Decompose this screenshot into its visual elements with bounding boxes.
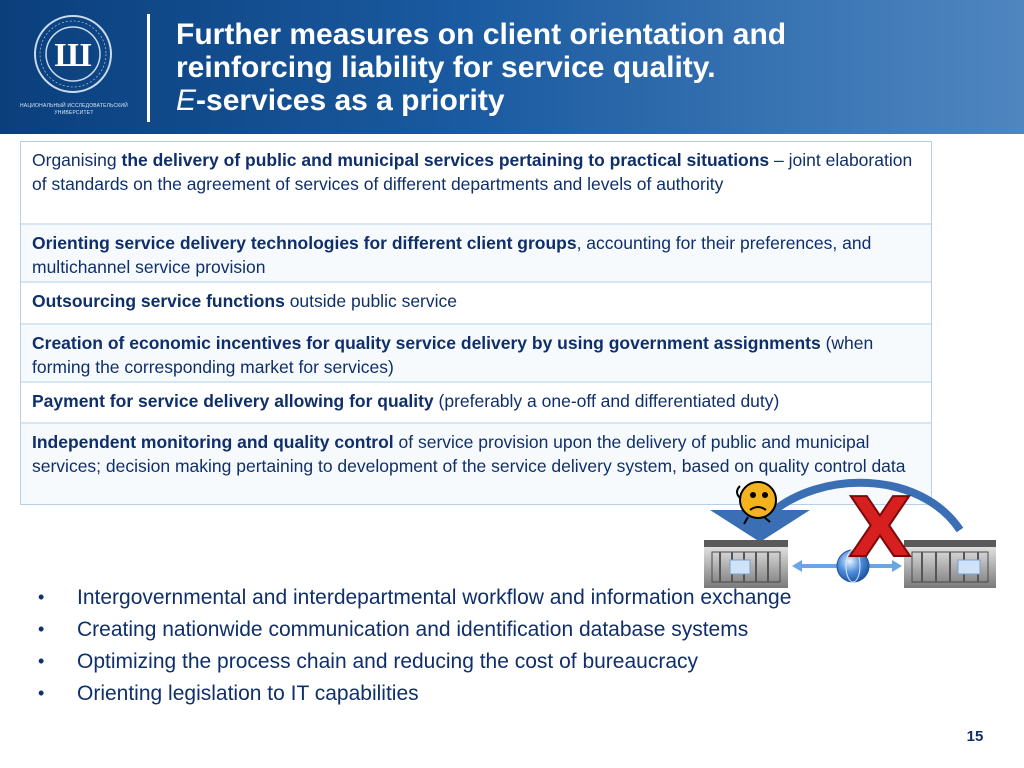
- university-logo: [14, 6, 134, 124]
- list-item: [36, 616, 857, 643]
- measure-rest: (preferably a one-off and differentiated duty): [433, 391, 780, 411]
- measure-row: [21, 142, 931, 225]
- measure-row: [21, 225, 931, 283]
- bullet-marker: •: [38, 619, 45, 639]
- bullet-list: [36, 584, 836, 712]
- measure-bold: Independent monitoring and quality control: [32, 432, 394, 452]
- bullet-marker: •: [38, 683, 45, 703]
- measure-rest: outside public service: [284, 291, 457, 311]
- slide-title: [176, 18, 996, 117]
- list-item: [36, 584, 797, 611]
- hse-emblem-icon: [14, 6, 134, 102]
- bullet-marker: •: [38, 651, 45, 671]
- measure-rest: of service provision upon the delivery of public and municipal services; decision making pertaining to development of the service delivery system, based on quality control data: [32, 432, 906, 476]
- page-number: 15: [966, 728, 984, 745]
- measure-rest: , accounting for their preferences, and multichannel service provision: [32, 233, 872, 277]
- left-building-icon: [704, 540, 788, 588]
- title-line-3: [176, 84, 996, 117]
- measure-row: [21, 325, 931, 383]
- title-line-3-rest: -services as a priority: [196, 84, 505, 117]
- measure-prefix: Organising: [32, 150, 122, 170]
- measure-bold: the delivery of public and municipal services pertaining to practical situations: [121, 150, 770, 170]
- measure-bold: Orienting service delivery technologies for different client groups: [32, 233, 577, 253]
- title-line-1: Further measures on client orientation and: [176, 18, 787, 51]
- measure-bold: Creation of economic incentives for quality service delivery by using government assignments: [32, 333, 821, 353]
- measure-bold: Payment for service delivery allowing for quality: [32, 391, 434, 411]
- measure-bold: Outsourcing service functions: [32, 291, 285, 311]
- measure-rest: (when forming the corresponding market for services): [32, 333, 874, 377]
- interdepartmental-diagram: [700, 470, 1000, 594]
- svg-text:Ш: Ш: [54, 37, 92, 74]
- measure-row: [21, 383, 931, 424]
- list-item-text: Orienting legislation to IT capabilities: [77, 682, 419, 705]
- measures-table: [20, 141, 932, 505]
- list-item-text: Intergovernmental and interdepartmental workflow and information exchange: [77, 586, 792, 609]
- measure-rest: – joint elaboration of standards on the agreement of services of different departments and levels of authority: [32, 150, 913, 194]
- list-item-text: Creating nationwide communication and identification database systems: [77, 618, 749, 641]
- header-divider: [147, 14, 150, 122]
- title-line-2: reinforcing liability for service quality.: [176, 51, 716, 84]
- list-item-text: Optimizing the process chain and reducing the cost of bureaucracy: [77, 650, 699, 673]
- title-e-letter: E: [176, 84, 197, 117]
- measure-row: [21, 283, 931, 325]
- right-building-icon: [904, 540, 996, 588]
- slide-header: [0, 0, 1024, 134]
- list-item: [36, 680, 857, 707]
- list-item: [36, 648, 857, 675]
- cross-mark-icon: X: [848, 481, 912, 576]
- bullet-marker: •: [38, 587, 45, 607]
- logo-caption: НАЦИОНАЛЬНЫЙ ИССЛЕДОВАТЕЛЬСКИЙ УНИВЕРСИТЕТ: [20, 103, 128, 116]
